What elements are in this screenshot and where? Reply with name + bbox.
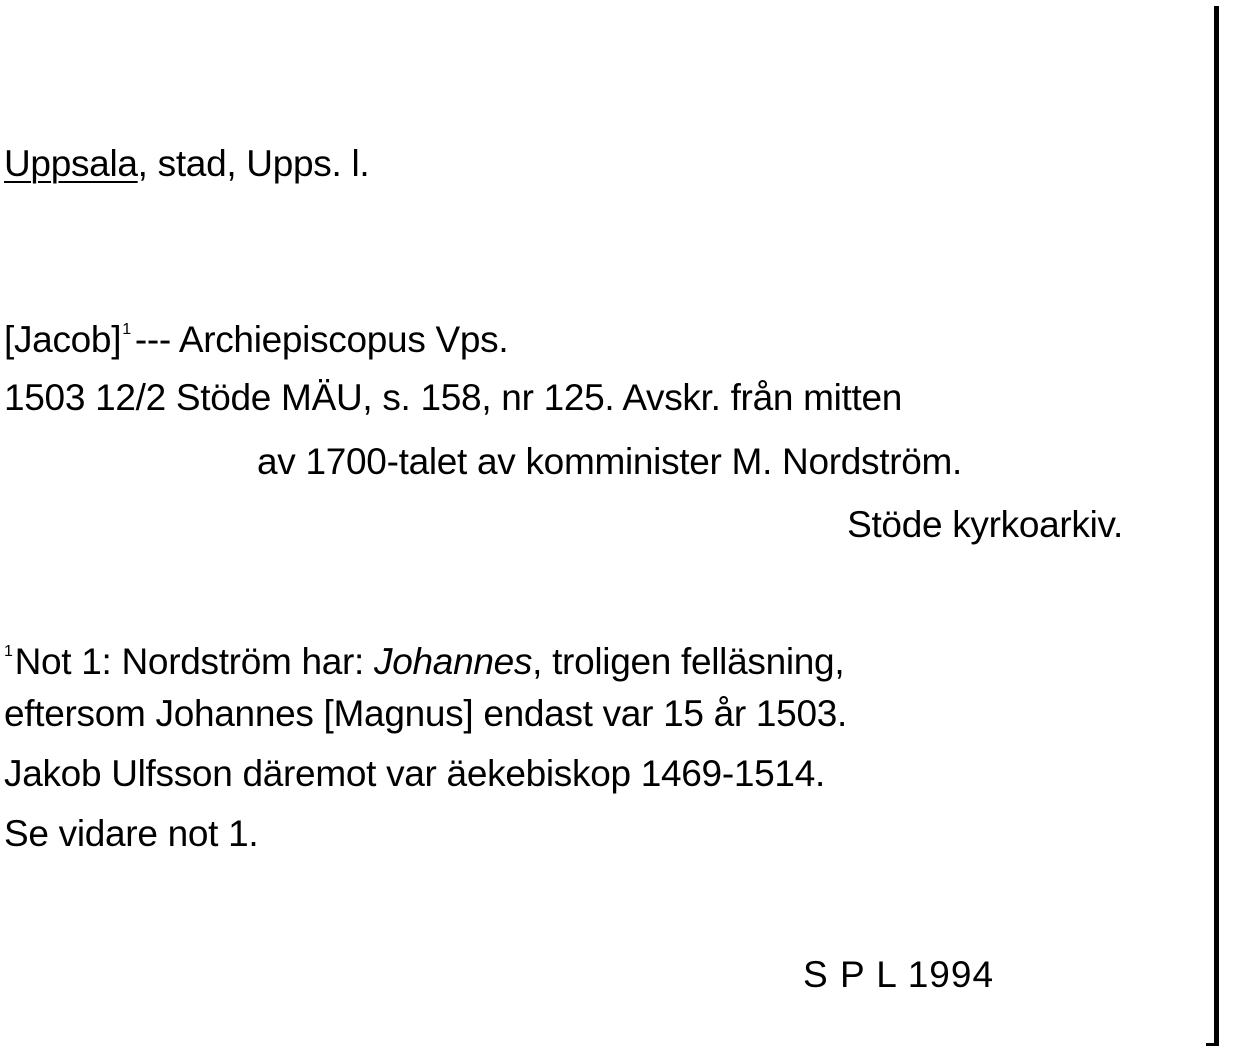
place-name: Uppsala <box>4 143 138 184</box>
source-line-1: 1503 12/2 Stöde MÄU, s. 158, nr 125. Avskr. från mitten <box>4 377 903 418</box>
footnote-line-1 <box>4 630 844 684</box>
place-details: , stad, Upps. l. <box>137 143 370 184</box>
heading-title: --- Archiepiscopus Vps. <box>134 319 509 360</box>
signature: S P L 1994 <box>803 954 995 995</box>
footnote-italic-word: Johannes <box>374 641 533 682</box>
card-edge-line <box>1214 6 1219 1046</box>
heading-name: [Jacob] <box>4 319 122 360</box>
source-line-2: av 1700-talet av komminister M. Nordström. <box>257 441 963 482</box>
footnote-suffix: , troligen felläsning, <box>532 641 845 682</box>
card-edge-tick <box>1206 1043 1218 1046</box>
footnote-prefix: Not 1: Nordström har: <box>14 641 375 682</box>
heading-line <box>4 308 508 362</box>
footnote-line-2: eftersom Johannes [Magnus] endast var 15 år 1503. <box>4 693 847 734</box>
place-line <box>4 142 369 186</box>
source-line-3: Stöde kyrkoarkiv. <box>847 504 1123 545</box>
footnote-line-4: Se vidare not 1. <box>4 813 259 854</box>
footnote-marker: 1 <box>122 321 131 338</box>
footnote-line-3: Jakob Ulfsson däremot var äekebiskop 1469-1514. <box>4 753 825 794</box>
footnote-note-marker: 1 <box>4 643 13 660</box>
